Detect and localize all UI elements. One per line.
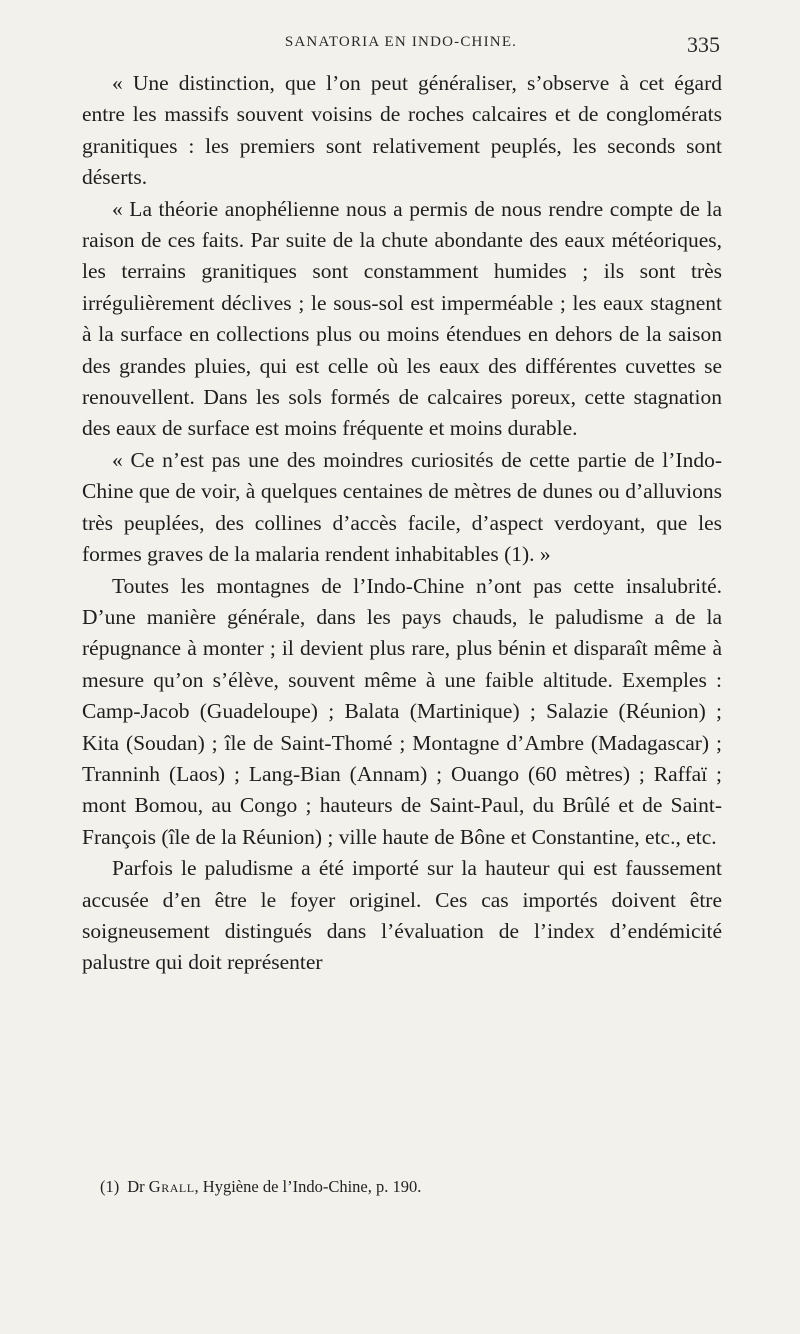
running-head	[82, 34, 720, 58]
footnote-mark: (1)	[100, 1177, 120, 1196]
paragraph-5: Parfois le paludisme a été importé sur la hauteur qui est faussement accusée d’en être le foyer originel. Ces cas importés doivent être soigneusement distingués dans l’évaluation de l’index d’endémicité palustre qui doit représenter	[82, 856, 722, 975]
paragraph-4: Toutes les montagnes de l’Indo-Chine n’ont pas cette insalubrité. D’une manière générale, dans les pays chauds, le paludisme a de la répugnance à monter ; il devient plus rare, plus bénin et disparaît même à mesure qu’on s’élève, souvent même à une faible altitude. Exemples : Camp-Jacob (Guadeloupe) ; Balata (Martinique) ; Salazie (Réunion) ; Kita (Soudan) ; île de Saint-Thomé ; Montagne d’Ambre (Madagascar) ; Tranninh (Laos) ; Lang-Bian (Annam) ; Ouango (60 mètres) ; Raffaï ; mont Bomou, au Congo ; hauteurs de Saint-Paul, du Brûlé et de Saint-François (île de la Réunion) ; ville haute de Bône et Constantine, etc., etc.	[82, 573, 722, 849]
footnote-author: Grall	[148, 1177, 195, 1196]
page-number: 335	[687, 32, 720, 57]
body-text	[82, 68, 722, 979]
footnote	[100, 1176, 720, 1198]
footnote-citation: , Hygiène de l’Indo-Chine, p. 190.	[194, 1177, 422, 1196]
paragraph-3: « Ce n’est pas une des moindres curiosités de cette partie de l’Indo-Chine que de voir, à quelques centaines de mètres de dunes ou d’alluvions très peuplées, des collines d’accès facile, d’aspect verdoyant, que les formes graves de la malaria rendent inhabitables (1). »	[82, 447, 722, 567]
running-title: SANATORIA EN INDO-CHINE.	[284, 34, 518, 50]
paragraph-2: « La théorie anophélienne nous a permis de nous rendre compte de la raison de ces faits. Par suite de la chute abondante des eaux météoriques, les terrains granitiques sont constamment humides ; ils sont très irrégulièrement déclives ; le sous-sol est imperméable ; les eaux stagnent à la surface en collections plus ou moins étendues en dehors de la saison des grandes pluies, qui est celle où les eaux des différentes cuvettes se renouvellent. Dans les sols formés de calcaires poreux, cette stagnation des eaux de surface est moins fréquente et moins durable.	[82, 196, 722, 441]
paragraph-1: « Une distinction, que l’on peut généraliser, s’observe à cet égard entre les massifs souvent voisins de roches calcaires et de conglomérats granitiques : les premiers sont relativement peuplés, les seconds sont déserts.	[82, 71, 722, 190]
footnote-title: Dr	[127, 1177, 145, 1196]
